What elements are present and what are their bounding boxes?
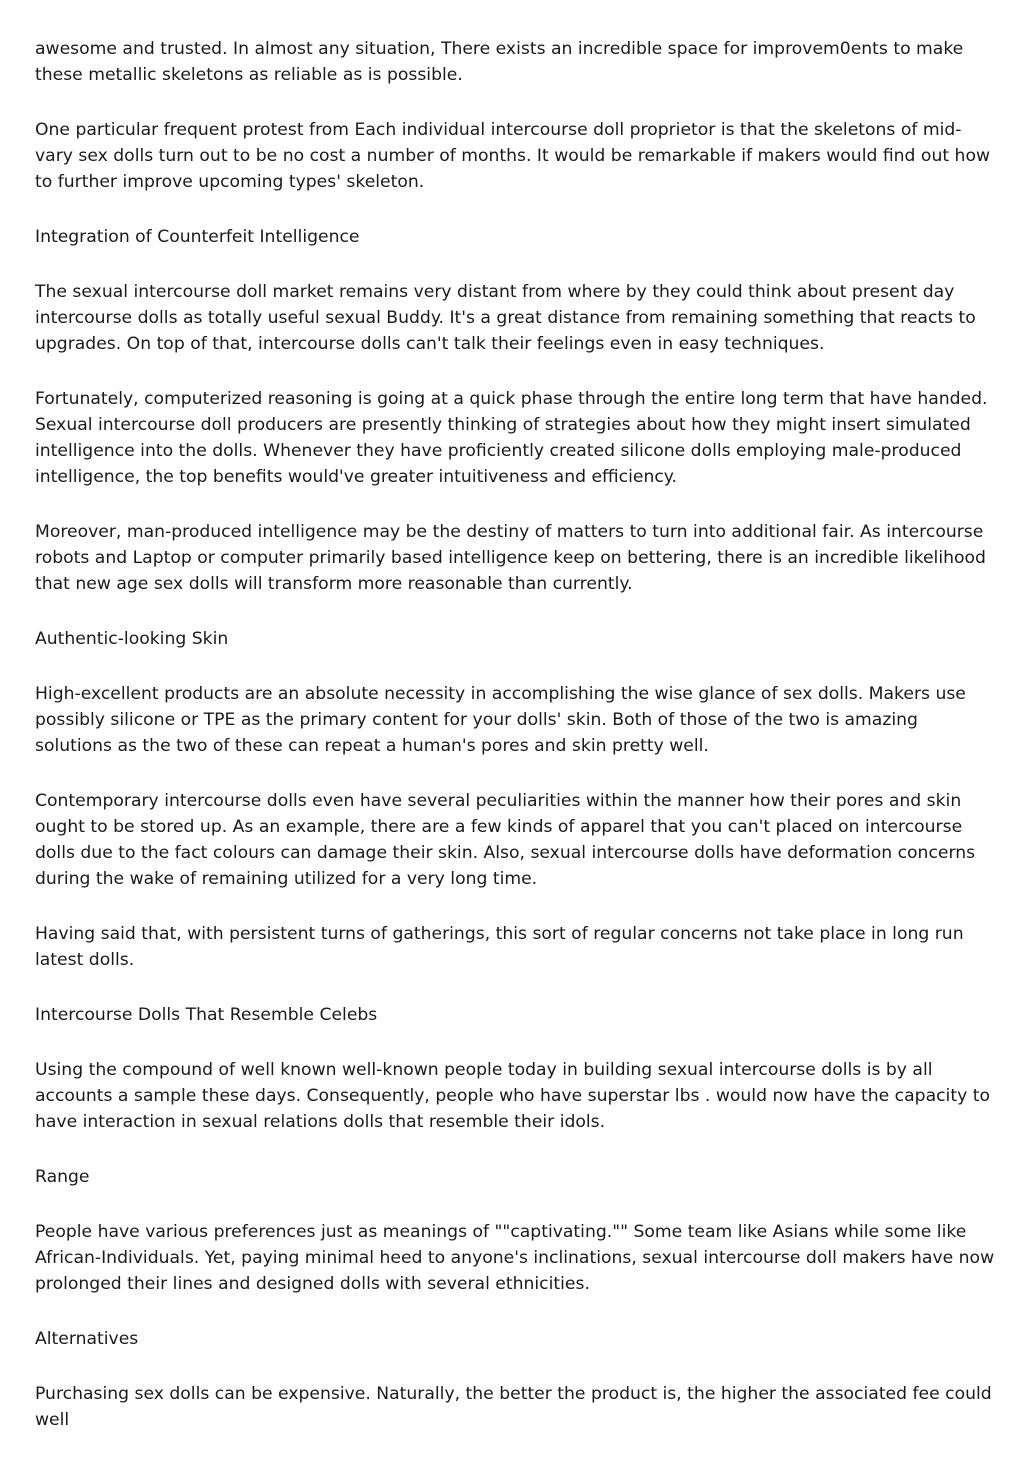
paragraph-ethnicities: People have various preferences just as meanings of ""captivating."" Some team like Asians while some like African-Individuals. Yet, paying minimal heed to anyone's inclinations, sexual intercourse doll makers have now prolonged their lines and designed dolls with several ethnicities.	[35, 1222, 995, 1294]
paragraph-skin-materials: High-excellent products are an absolute necessity in accomplishing the wise glance of sex dolls. Makers use possibly silicone or TPE as the primary content for your dolls' skin. Both of those of the two is amazing solutions as the two of these can repeat a human's pores and skin pretty well.	[35, 684, 966, 756]
paragraph-purchasing-cost: Purchasing sex dolls can be expensive. Naturally, the better the product is, the higher the associated fee could well	[35, 1384, 992, 1430]
heading-range: Range	[35, 1167, 90, 1187]
paragraph-future-dolls: Having said that, with persistent turns of gatherings, this sort of regular concerns not take place in long run latest dolls.	[35, 924, 964, 970]
paragraph-celebrity-trend: Using the compound of well known well-known people today in building sexual intercourse dolls is by all accounts a sample these days. Consequently, people who have superstar lbs . would now have the capacity to have interaction in sexual relations dolls that resemble their idols.	[35, 1060, 990, 1132]
paragraph-ai-destiny: Moreover, man-produced intelligence may be the destiny of matters to turn into additional fair. As intercourse robots and Laptop or computer primarily based intelligence keep on bettering, there is an incredible likelihood that new age sex dolls will transform more reasonable than currently.	[35, 522, 986, 594]
paragraph-skeleton-reliability: awesome and trusted. In almost any situation, There exists an incredible space for improvem0ents to make these metallic skeletons as reliable as is possible.	[35, 39, 964, 85]
document-page	[35, 36, 995, 1462]
paragraph-skin-care: Contemporary intercourse dolls even have several peculiarities within the manner how their pores and skin ought to be stored up. As an example, there are a few kinds of apparel that you can't placed on intercourse dolls due to the fact colours can damage their skin. Also, sexual intercourse dolls have deformation concerns during the wake of remaining utilized for a very long time.	[35, 791, 976, 889]
heading-alternatives: Alternatives	[35, 1329, 139, 1349]
paragraph-computerized-reasoning: Fortunately, computerized reasoning is going at a quick phase through the entire long term that have handed. Sexual intercourse doll producers are presently thinking of strategies about how they might insert simulated intelligence into the dolls. Whenever they have proficiently created silicone dolls employing male-produced intelligence, the top benefits would've greater intuitiveness and efficiency.	[35, 389, 988, 487]
heading-authentic-skin: Authentic-looking Skin	[35, 629, 229, 649]
heading-ai-integration: Integration of Counterfeit Intelligence	[35, 227, 360, 247]
heading-celebrity-dolls: Intercourse Dolls That Resemble Celebs	[35, 1005, 378, 1025]
paragraph-skeleton-complaint: One particular frequent protest from Each individual intercourse doll proprietor is that the skeletons of mid-vary sex dolls turn out to be no cost a number of months. It would be remarkable if makers would find out how to further improve upcoming types' skeleton.	[35, 120, 991, 192]
paragraph-market-distance: The sexual intercourse doll market remains very distant from where by they could think about present day intercourse dolls as totally useful sexual Buddy. It's a great distance from remaining something that reacts to upgrades. On top of that, intercourse dolls can't talk their feelings even in easy techniques.	[35, 282, 976, 354]
